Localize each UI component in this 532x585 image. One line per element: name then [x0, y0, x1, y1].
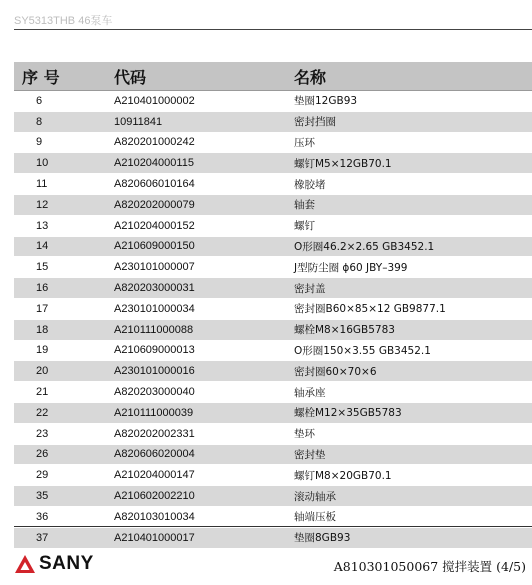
row-name: 垫环: [294, 428, 315, 441]
table-row: [14, 486, 532, 507]
row-name: 螺钉M5×12GB70.1: [294, 157, 392, 170]
row-code: A210111000088: [114, 323, 194, 336]
row-index: 10: [36, 157, 49, 170]
table-row: [14, 403, 532, 424]
row-code: A210401000002: [114, 94, 195, 107]
row-index: 29: [36, 469, 49, 482]
row-index: 22: [36, 406, 49, 419]
row-name: 密封圈B60×85×12 GB9877.1: [294, 303, 446, 316]
row-name: 压环: [294, 136, 315, 149]
table-row: [14, 507, 532, 528]
table-row: [14, 216, 532, 237]
row-index: 35: [36, 490, 49, 503]
parts-table: [14, 62, 532, 549]
table-row: [14, 320, 532, 341]
column-header-code: 代码: [114, 67, 147, 87]
row-index: 20: [36, 365, 49, 378]
column-header-index: 序 号: [22, 67, 60, 87]
row-name: 轴套: [294, 199, 315, 212]
row-name: J型防尘圈 ϕ60 JBY–399: [294, 261, 408, 274]
row-code: A820103010034: [114, 510, 195, 523]
table-row: [14, 174, 532, 195]
table-row: [14, 341, 532, 362]
table-row: [14, 528, 532, 549]
row-index: 11: [36, 178, 48, 191]
row-code: A210204000115: [114, 157, 194, 170]
row-code: A210609000013: [114, 344, 195, 357]
row-index: 26: [36, 448, 49, 461]
row-index: 6: [36, 94, 43, 107]
column-header-name: 名称: [294, 67, 327, 87]
row-code: A210111000039: [114, 406, 194, 419]
row-index: 9: [36, 136, 43, 149]
table-row: [14, 424, 532, 445]
row-name: 螺钉M8×20GB70.1: [294, 469, 392, 482]
row-name: 螺栓M8×16GB5783: [294, 324, 395, 337]
table-row: [14, 195, 532, 216]
row-code: A820203000040: [114, 386, 195, 399]
row-code: A210204000147: [114, 469, 195, 482]
row-name: 螺钉: [294, 220, 315, 233]
table-row: [14, 445, 532, 466]
table-row: [14, 299, 532, 320]
row-name: O形圈46.2×2.65 GB3452.1: [294, 240, 435, 253]
row-index: 17: [36, 302, 49, 315]
row-name: 滚动轴承: [294, 490, 336, 503]
row-name: 轴端压板: [294, 511, 336, 524]
row-name: 密封盖: [294, 282, 326, 295]
row-code: A820203000031: [114, 282, 195, 295]
header-divider: [14, 29, 532, 30]
row-name: 密封垫: [294, 448, 326, 461]
row-index: 14: [36, 240, 49, 253]
table-row: [14, 361, 532, 382]
row-code: A210204000152: [114, 219, 195, 232]
row-code: A820201000242: [114, 136, 195, 149]
table-body: [14, 91, 532, 549]
row-index: 36: [36, 510, 49, 523]
table-header-row: [14, 62, 532, 91]
table-row: [14, 91, 532, 112]
row-code: A210602002210: [114, 490, 195, 503]
row-name: 垫圈12GB93: [294, 95, 358, 108]
row-code: A230101000034: [114, 302, 195, 315]
row-code: A230101000016: [114, 365, 195, 378]
table-row: [14, 133, 532, 154]
row-index: 12: [36, 198, 49, 211]
row-name: 密封挡圈: [294, 116, 336, 129]
row-index: 13: [36, 219, 49, 232]
table-row: [14, 153, 532, 174]
row-name: 螺栓M12×35GB5783: [294, 407, 402, 420]
row-name: 垫圈8GB93: [294, 532, 351, 545]
row-index: 21: [36, 386, 49, 399]
table-row: [14, 112, 532, 133]
row-code: A820202000079: [114, 198, 195, 211]
row-code: A820202002331: [114, 427, 195, 440]
brand-name: SANY: [39, 553, 94, 574]
row-code: 10911841: [114, 115, 163, 128]
table-row: [14, 257, 532, 278]
table-row: [14, 278, 532, 299]
document-reference: A810301050067 搅拌装置 (4/5): [333, 559, 526, 574]
page-footer: [0, 548, 532, 578]
row-code: A820606010164: [114, 178, 195, 191]
sany-logo: [14, 553, 94, 575]
row-name: 密封圈60×70×6: [294, 365, 377, 378]
table-row: [14, 465, 532, 486]
row-index: 18: [36, 323, 49, 336]
sany-logo-icon: [14, 554, 36, 574]
row-name: 橡胶堵: [294, 178, 326, 191]
row-index: 8: [36, 115, 43, 128]
row-index: 37: [36, 531, 49, 544]
row-index: 23: [36, 427, 49, 440]
row-index: 19: [36, 344, 49, 357]
row-code: A230101000007: [114, 261, 195, 274]
row-code: A210609000150: [114, 240, 195, 253]
footer-divider: [14, 526, 532, 527]
row-index: 15: [36, 261, 49, 274]
table-row: [14, 382, 532, 403]
row-name: O形圈150×3.55 GB3452.1: [294, 344, 431, 357]
row-code: A210401000017: [114, 531, 195, 544]
row-index: 16: [36, 282, 49, 295]
document-header-model: SY5313THB 46泵车: [14, 15, 113, 27]
row-name: 轴承座: [294, 386, 326, 399]
row-code: A820606020004: [114, 448, 195, 461]
table-row: [14, 237, 532, 258]
